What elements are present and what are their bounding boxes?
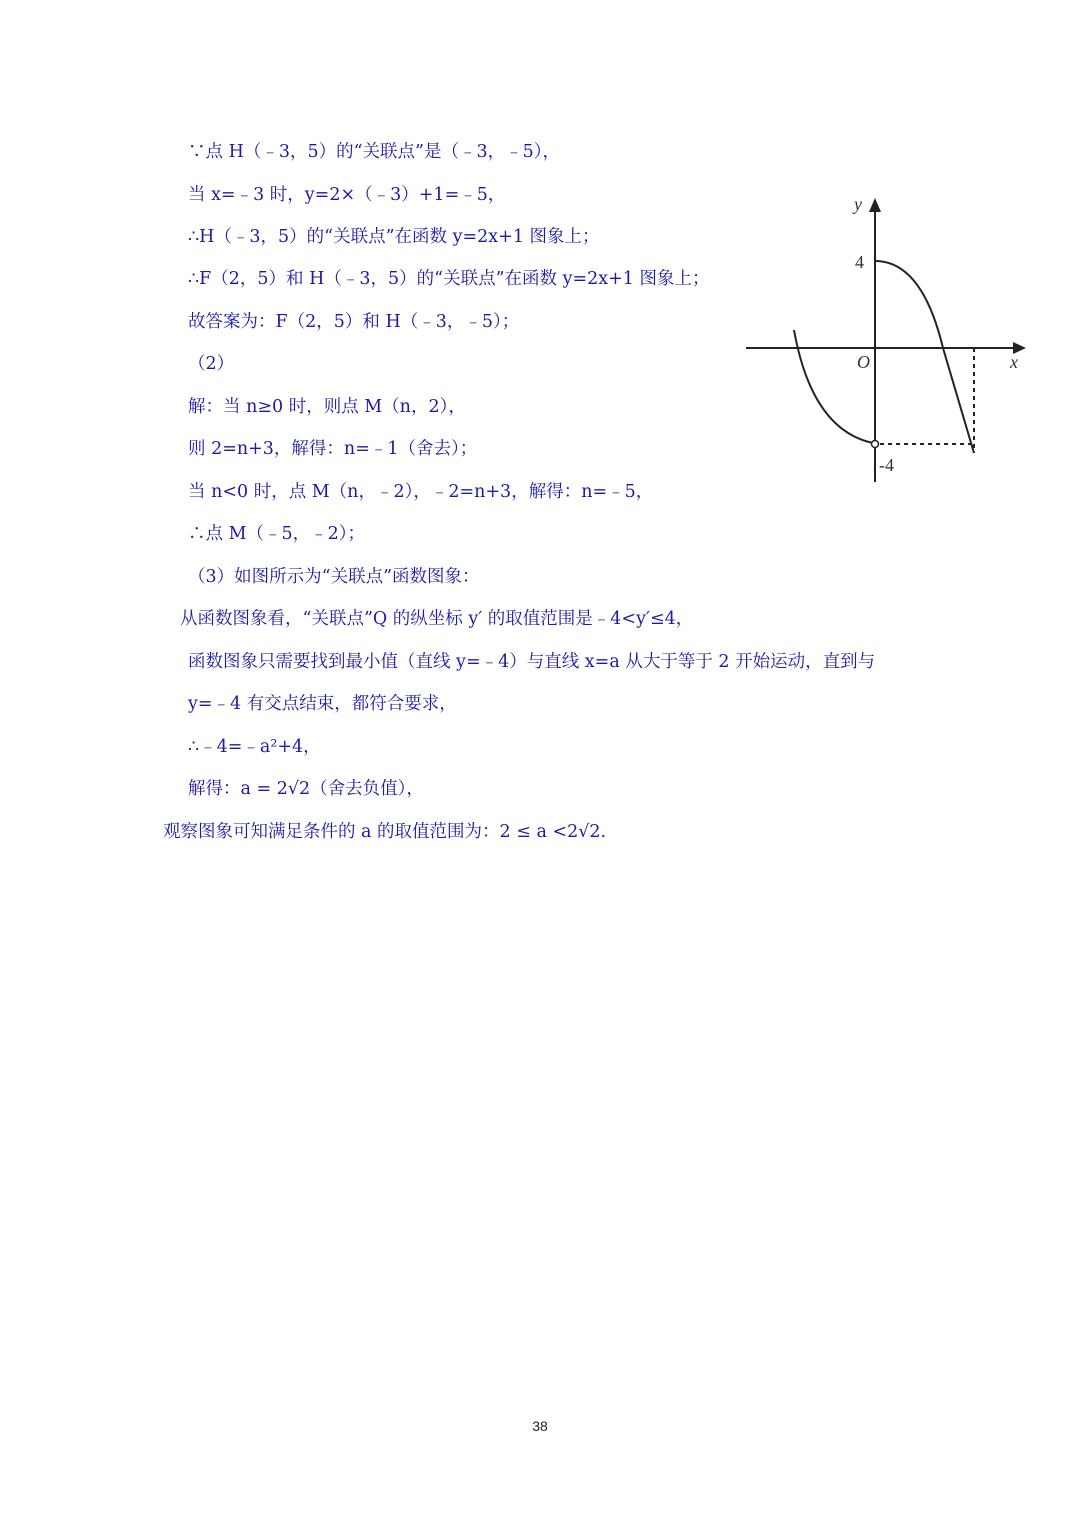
right-curve-branch	[875, 261, 974, 453]
origin-label: O	[857, 352, 870, 372]
solution-line-7: 解：当 n≥0 时，则点 M（n，2），	[188, 397, 466, 417]
function-graph-figure	[742, 190, 1032, 490]
solution-line-15: ∴﹣4=﹣a²+4，	[188, 737, 321, 757]
solution-line-4: ∴F（2，5）和 H（﹣3，5）的“关联点”在函数 y=2x+1 图象上；	[188, 269, 710, 289]
solution-line-17: 观察图象可知满足条件的 a 的取值范围为：2 ≤ a <2√2.	[163, 822, 607, 842]
solution-line-6: （2）	[188, 354, 235, 374]
solution-line-14: y=﹣4 有交点结束，都符合要求，	[188, 694, 457, 714]
solution-line-2: 当 x=﹣3 时，y=2×（﹣3）+1=﹣5，	[188, 185, 506, 205]
x-axis-label: x	[1010, 352, 1018, 372]
tick-label-4: 4	[855, 252, 864, 272]
open-point-marker	[872, 441, 879, 448]
solution-line-1: ∵点 H（﹣3，5）的“关联点”是（﹣3，﹣5），	[188, 142, 561, 162]
solution-line-10: ∴点 M（﹣5，﹣2）；	[188, 524, 365, 544]
solution-line-5: 故答案为：F（2，5）和 H（﹣3，﹣5）；	[188, 312, 520, 332]
y-axis-arrow	[869, 198, 881, 212]
solution-line-3: ∴H（﹣3，5）的“关联点”在函数 y=2x+1 图象上；	[188, 227, 600, 247]
solution-line-8: 则 2=n+3，解得：n=﹣1（舍去）；	[188, 439, 478, 459]
solution-line-13: 函数图象只需要找到最小值（直线 y=﹣4）与直线 x=a 从大于等于 2 开始运动，直到与	[188, 652, 876, 672]
solution-line-9: 当 n<0 时，点 M（n，﹣2），﹣2=n+3，解得：n=﹣5，	[188, 482, 654, 502]
solution-line-12: 从函数图象看，“关联点”Q 的纵坐标 y′ 的取值范围是﹣4<y′≤4，	[180, 609, 694, 629]
y-axis-label: y	[854, 194, 862, 214]
tick-label-minus-4: -4	[879, 455, 894, 475]
solution-line-16: 解得：a = 2√2（舍去负值），	[188, 779, 424, 799]
left-curve-branch	[794, 330, 873, 443]
solution-line-11: （3）如图所示为“关联点”函数图象：	[188, 567, 480, 587]
function-graph-svg	[742, 190, 1032, 490]
page-number: 38	[532, 1418, 548, 1434]
